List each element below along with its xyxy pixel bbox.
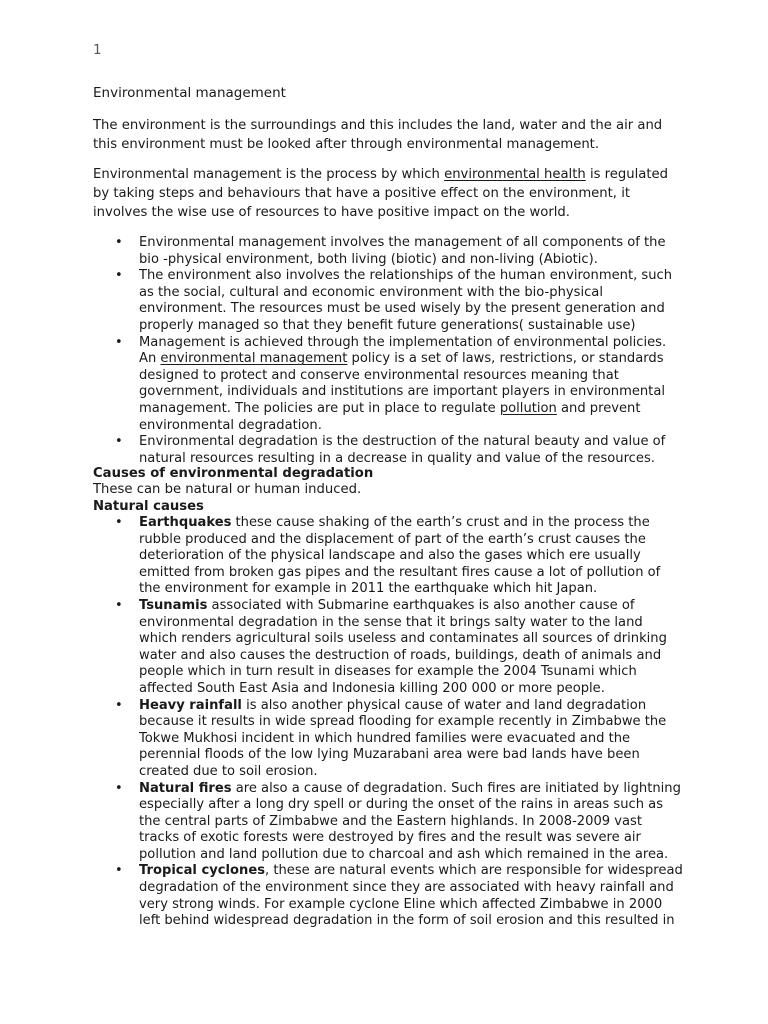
- list-item: [93, 781, 683, 864]
- list-item-text: associated with Submarine earthquakes is also another cause of environmental degradation in the sense that it brings salty water to the land which renders agricultural soils useless and contaminates all sources of drinking water and also causes the destruction of roads, buildings, death of animals and people which in turn result in diseases for example the 2004 Tsunami which affected South East Asia and Indonesia killing 200 000 or more people.: [139, 597, 667, 696]
- list-item-text: Management is achieved through the implementation of environmental policies. An: [139, 334, 667, 367]
- link-environmental-health[interactable]: environmental health: [444, 167, 586, 182]
- heading-natural-causes: Natural causes: [93, 499, 204, 514]
- text: is regulated by taking steps and behaviours that have a positive effect on the environment, it involves the wise use of resources to have positive impact on the world.: [93, 167, 669, 220]
- list-item-text: Environmental degradation is the destruction of the natural beauty and value of natural resources resulting in a decrease in quality and value of the resources.: [139, 434, 666, 466]
- list-item-text: The environment also involves the relationships of the human environment, such as the social, cultural and economic environment with the bio-physical environment. The resources must be used wisely by the present generation and properly managed so that they benefit future generations( sustainable use): [139, 268, 673, 333]
- bullet-list-overview: [93, 235, 683, 467]
- paragraph-intro: The environment is the surroundings and this includes the land, water and the air and this environment must be looked after through environmental management.: [93, 118, 663, 152]
- paragraph-definition: [93, 165, 683, 222]
- list-item-text: is also another physical cause of water and land degradation because it results in wide spread flooding for example recently in Zimbabwe the Tokwe Mukhosi incident in which hundred families were evacuated and the perennial floods of the low lying Muzarabani area were bad lands have been created due to soil erosion.: [139, 697, 667, 779]
- list-item: [93, 335, 683, 435]
- list-item: [93, 698, 683, 781]
- bullet-icon: •: [115, 434, 123, 450]
- link-environmental-management[interactable]: environmental management: [160, 351, 348, 367]
- list-item-lead: Earthquakes: [139, 515, 232, 530]
- list-item-lead: Tropical cyclones: [139, 863, 265, 879]
- document-title: Environmental management: [93, 85, 286, 101]
- bullet-icon: •: [115, 268, 123, 284]
- list-item-text: Environmental management involves the management of all components of the bio -physical environment, both living (biotic) and non-living (Abiotic).: [139, 235, 666, 267]
- text: Environmental management is the process by which: [93, 167, 445, 182]
- list-item-text: policy is a set of laws, restrictions, or standards designed to protect and conserve environmental resources meaning that government, individuals and institutions are important players in environmental management. The policies are put in place to regulate: [139, 351, 665, 416]
- page-number: 1: [93, 42, 102, 58]
- list-item-text: these cause shaking of the earth’s crust and in the process the rubble produced and the displacement of part of the earth’s crust causes the deterioration of the physical landscape and also the gases which ere usually emitted from broken gas pipes and the resultant fires cause a lot of pollution of the environment for example in 2011 the earthquake which hit Japan.: [139, 515, 661, 597]
- bullet-icon: •: [115, 235, 123, 250]
- link-pollution[interactable]: pollution: [499, 400, 557, 416]
- list-item: [93, 268, 683, 334]
- bullet-list-natural-causes: [93, 515, 683, 930]
- bullet-icon: •: [115, 863, 123, 879]
- bullet-icon: •: [115, 697, 123, 713]
- bullet-icon: •: [115, 597, 123, 613]
- causes-intro: These can be natural or human induced.: [93, 482, 362, 497]
- list-item-lead: Heavy rainfall: [139, 697, 242, 713]
- list-item: [93, 863, 683, 929]
- bullet-icon: •: [115, 515, 123, 530]
- list-item: [93, 235, 683, 268]
- list-item: [93, 434, 683, 467]
- list-item-text: are also a cause of degradation. Such fires are initiated by lightning especially after a long dry spell or during the onset of the rains in areas such as the central parts of Zimbabwe and the Eastern highlands. In 2008-2009 vast tracks of exotic forests were destroyed by fires and the result was severe air pollution and land pollution due to charcoal and ash which remained in the area.: [139, 780, 681, 862]
- list-item: [93, 515, 683, 598]
- list-item-lead: Tsunamis: [139, 597, 208, 613]
- list-item-lead: Natural fires: [139, 780, 232, 796]
- bullet-icon: •: [115, 334, 123, 350]
- bullet-icon: •: [115, 780, 123, 796]
- list-item-text: , these are natural events which are responsible for widespread degradation of the environment since they are associated with heavy rainfall and very strong winds. For example cyclone Eline which affected Zimbabwe in 2000 left behind widespread degradation in the form of soil erosion and this resulted in: [139, 863, 683, 929]
- list-item-text: and prevent environmental degradation.: [139, 400, 641, 433]
- heading-causes: Causes of environmental degradation: [93, 466, 374, 481]
- list-item: [93, 598, 683, 698]
